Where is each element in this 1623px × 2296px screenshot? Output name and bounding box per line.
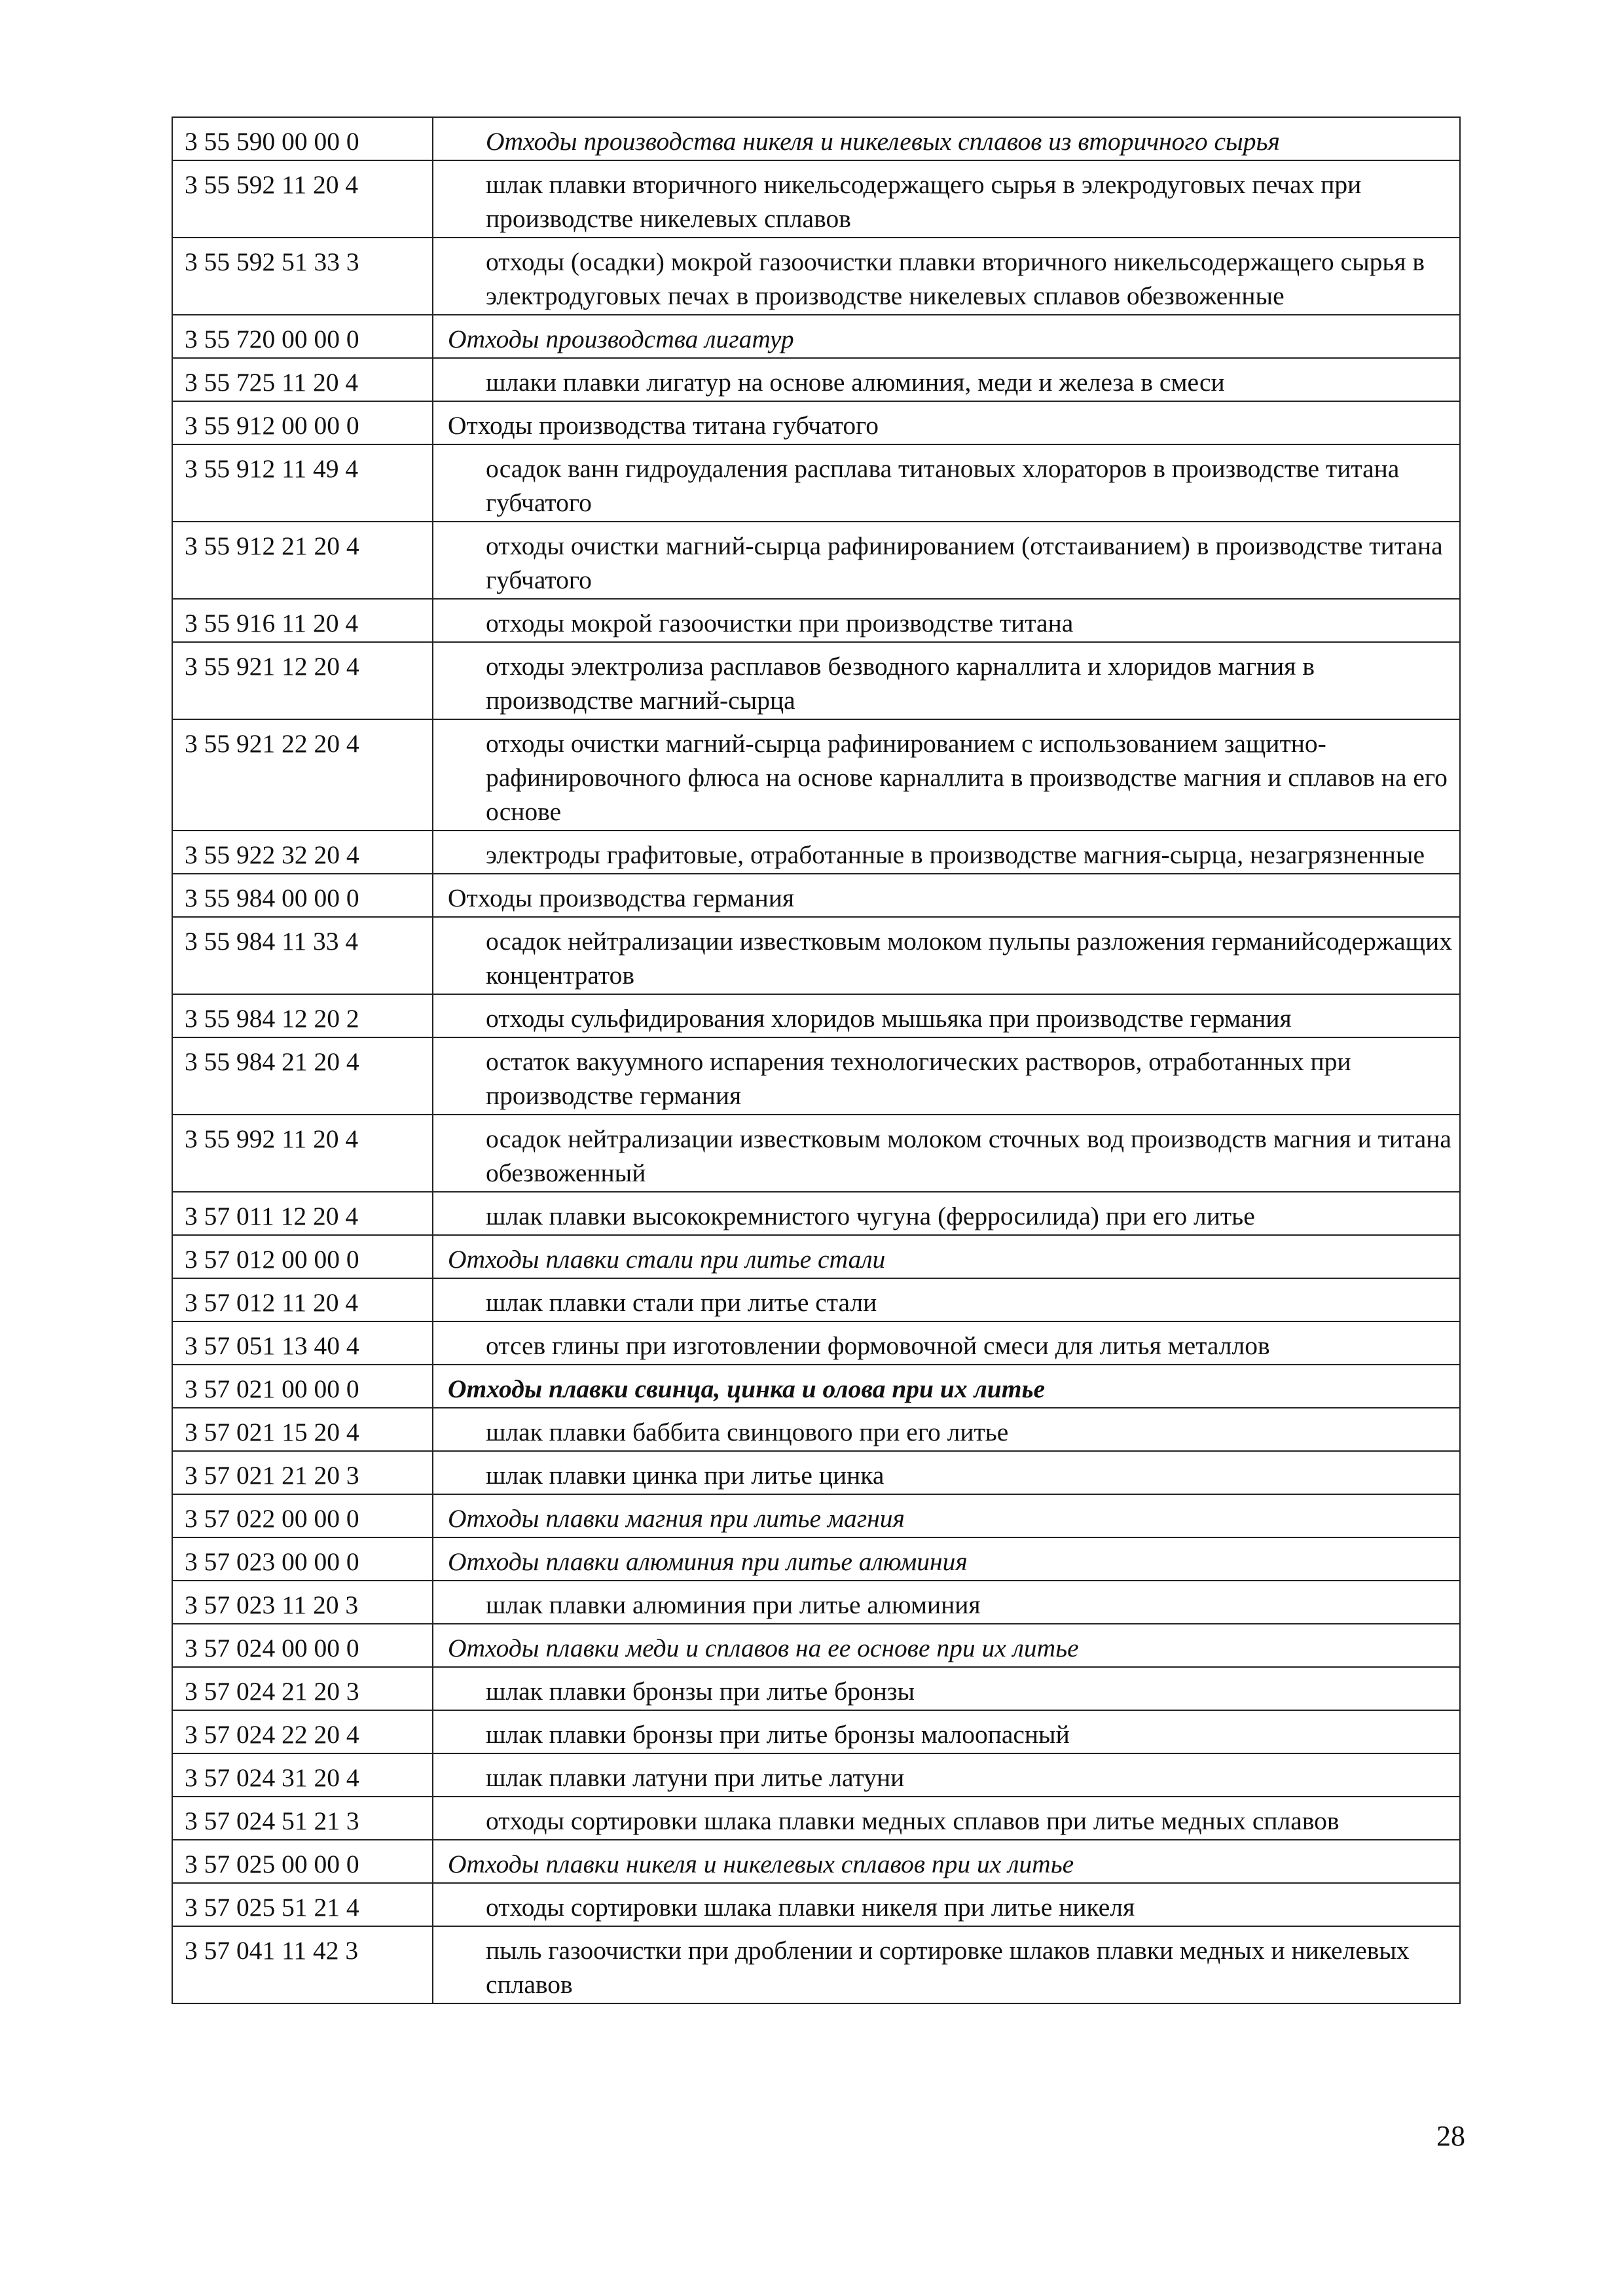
waste-code-cell: 3 57 024 22 20 4 [172,1710,433,1753]
waste-description-cell: отходы (осадки) мокрой газоочистки плавки вторичного никельсодержащего сырья в электродуговых печах в производстве никелевых сплавов обезвоженные [433,238,1460,315]
table-row [172,642,1460,719]
waste-description-cell: шлак плавки вторичного никельсодержащего сырья в элекродуговых печах при производстве никелевых сплавов [433,160,1460,238]
waste-description-cell: шлак плавки бронзы при литье бронзы [433,1667,1460,1710]
waste-description-cell: шлак плавки стали при литье стали [433,1278,1460,1321]
waste-code-cell: 3 57 012 00 00 0 [172,1235,433,1278]
waste-code-cell: 3 57 021 21 20 3 [172,1451,433,1494]
table-row [172,1451,1460,1494]
waste-description-cell: остаток вакуумного испарения технологических растворов, отработанных при производстве германия [433,1037,1460,1115]
table-row [172,1115,1460,1192]
waste-code-cell: 3 57 041 11 42 3 [172,1926,433,2003]
waste-description-cell: отходы сульфидирования хлоридов мышьяка при производстве германия [433,994,1460,1037]
waste-code-cell: 3 57 021 00 00 0 [172,1365,433,1408]
waste-code-cell: 3 55 921 22 20 4 [172,719,433,831]
waste-description-cell: пыль газоочистки при дроблении и сортировке шлаков плавки медных и никелевых сплавов [433,1926,1460,2003]
table-row [172,160,1460,238]
waste-description-cell: шлак плавки латуни при литье латуни [433,1753,1460,1797]
table-row [172,1278,1460,1321]
table-row [172,719,1460,831]
waste-code-cell: 3 57 024 31 20 4 [172,1753,433,1797]
waste-code-cell: 3 57 024 51 21 3 [172,1797,433,1840]
waste-code-cell: 3 55 912 11 49 4 [172,444,433,522]
waste-description-cell: отходы сортировки шлака плавки никеля при литье никеля [433,1883,1460,1926]
waste-description-cell: шлак плавки цинка при литье цинка [433,1451,1460,1494]
table-row [172,1408,1460,1451]
table-row [172,358,1460,401]
waste-description-cell: осадок нейтрализации известковым молоком сточных вод производств магния и титана обезвоженный [433,1115,1460,1192]
table-row [172,831,1460,874]
table-row [172,1494,1460,1537]
waste-description-cell: шлаки плавки лигатур на основе алюминия, меди и железа в смеси [433,358,1460,401]
waste-code-cell: 3 57 051 13 40 4 [172,1321,433,1365]
waste-code-cell: 3 55 984 21 20 4 [172,1037,433,1115]
table-row [172,1797,1460,1840]
waste-code-cell: 3 55 992 11 20 4 [172,1115,433,1192]
waste-code-cell: 3 57 024 21 20 3 [172,1667,433,1710]
waste-code-cell: 3 57 012 11 20 4 [172,1278,433,1321]
waste-code-cell: 3 55 916 11 20 4 [172,599,433,642]
table-row [172,1624,1460,1667]
waste-code-cell: 3 55 912 00 00 0 [172,401,433,444]
waste-code-cell: 3 57 025 51 21 4 [172,1883,433,1926]
table-row [172,315,1460,358]
table-row [172,1365,1460,1408]
waste-code-cell: 3 55 592 11 20 4 [172,160,433,238]
waste-description-cell: Отходы плавки никеля и никелевых сплавов при их литье [433,1840,1460,1883]
waste-description-cell: Отходы плавки меди и сплавов на ее основе при их литье [433,1624,1460,1667]
waste-description-cell: шлак плавки алюминия при литье алюминия [433,1581,1460,1624]
table-row [172,444,1460,522]
table-row [172,1710,1460,1753]
waste-description-cell: Отходы производства лигатур [433,315,1460,358]
waste-description-cell: Отходы плавки алюминия при литье алюминия [433,1537,1460,1581]
waste-code-cell: 3 55 984 11 33 4 [172,917,433,994]
waste-description-cell: отсев глины при изготовлении формовочной смеси для литья металлов [433,1321,1460,1365]
waste-description-cell: осадок ванн гидроудаления расплава титановых хлораторов в производстве титана губчатого [433,444,1460,522]
waste-code-cell: 3 57 023 11 20 3 [172,1581,433,1624]
waste-code-cell: 3 57 025 00 00 0 [172,1840,433,1883]
table-row [172,1037,1460,1115]
table-row [172,1883,1460,1926]
waste-description-cell: отходы сортировки шлака плавки медных сплавов при литье медных сплавов [433,1797,1460,1840]
waste-description-cell: Отходы производства никеля и никелевых сплавов из вторичного сырья [433,117,1460,160]
table-row [172,522,1460,599]
waste-code-cell: 3 55 725 11 20 4 [172,358,433,401]
waste-description-cell: Отходы плавки стали при литье стали [433,1235,1460,1278]
table-row [172,117,1460,160]
waste-description-cell: отходы очистки магний-сырца рафинированием (отстаиванием) в производстве титана губчатого [433,522,1460,599]
waste-description-cell: Отходы производства германия [433,874,1460,917]
table-row [172,599,1460,642]
waste-code-cell: 3 55 922 32 20 4 [172,831,433,874]
table-row [172,1840,1460,1883]
waste-code-cell: 3 55 912 21 20 4 [172,522,433,599]
waste-code-cell: 3 57 024 00 00 0 [172,1624,433,1667]
table-row [172,874,1460,917]
waste-code-cell: 3 55 984 00 00 0 [172,874,433,917]
table-row [172,1753,1460,1797]
waste-description-cell: шлак плавки бронзы при литье бронзы малоопасный [433,1710,1460,1753]
waste-code-cell: 3 55 921 12 20 4 [172,642,433,719]
page-number: 28 [1436,2120,1465,2152]
waste-description-cell: Отходы плавки свинца, цинка и олова при их литье [433,1365,1460,1408]
waste-code-cell: 3 55 592 51 33 3 [172,238,433,315]
waste-description-cell: отходы мокрой газоочистки при производстве титана [433,599,1460,642]
table-row [172,1537,1460,1581]
waste-code-cell: 3 57 021 15 20 4 [172,1408,433,1451]
table-body [172,117,1460,2003]
table-row [172,1581,1460,1624]
waste-description-cell: отходы очистки магний-сырца рафинированием с использованием защитно-рафинировочного флюса на основе карналлита в производстве магния и сплавов на его основе [433,719,1460,831]
waste-description-cell: Отходы производства титана губчатого [433,401,1460,444]
waste-code-cell: 3 55 590 00 00 0 [172,117,433,160]
waste-description-cell: отходы электролиза расплавов безводного карналлита и хлоридов магния в производстве магний-сырца [433,642,1460,719]
waste-code-cell: 3 55 720 00 00 0 [172,315,433,358]
waste-description-cell: осадок нейтрализации известковым молоком пульпы разложения германийсодержащих концентратов [433,917,1460,994]
table-row [172,1235,1460,1278]
waste-description-cell: Отходы плавки магния при литье магния [433,1494,1460,1537]
waste-description-cell: шлак плавки баббита свинцового при его литье [433,1408,1460,1451]
waste-description-cell: электроды графитовые, отработанные в производстве магния-сырца, незагрязненные [433,831,1460,874]
waste-code-cell: 3 57 023 00 00 0 [172,1537,433,1581]
waste-code-cell: 3 57 011 12 20 4 [172,1192,433,1235]
table-row [172,401,1460,444]
table-row [172,238,1460,315]
waste-description-cell: шлак плавки высококремнистого чугуна (ферросилида) при его литье [433,1192,1460,1235]
table-row [172,1667,1460,1710]
waste-classification-table [172,117,1461,2004]
waste-code-cell: 3 57 022 00 00 0 [172,1494,433,1537]
table-row [172,1321,1460,1365]
table-row [172,994,1460,1037]
table-row [172,1192,1460,1235]
waste-code-cell: 3 55 984 12 20 2 [172,994,433,1037]
table-row [172,917,1460,994]
table-row [172,1926,1460,2003]
